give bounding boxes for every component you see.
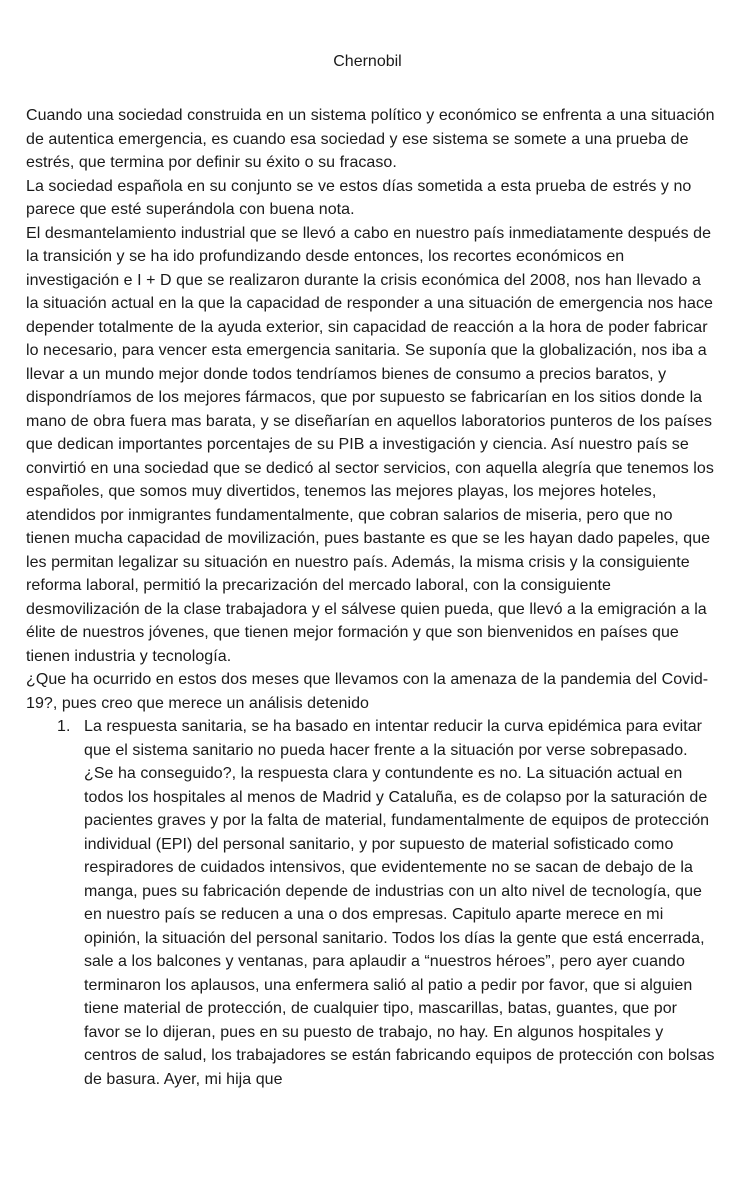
paragraph: ¿Que ha ocurrido en estos dos meses que llevamos con la amenaza de la pandemia del Covid-19?, pues creo que merece un análisis detenido	[26, 671, 709, 712]
list-item-text: La respuesta sanitaria, se ha basado en intentar reducir la curva epidémica para evitar que el sistema sanitario no pueda hacer frente a la situación por verse sobrepasado. ¿Se ha conseguido?, la respuesta clara y contundente es no. La situación actual en todos los hospitales al menos de Madrid y Cataluña, es de colapso por la saturación de pacientes graves y por la falta de material, fundamentalmente de equipos de protección individual (EPI) del personal sanitario, y por supuesto de material sofisticado como respiradores de cuidados intensivos, que evidentemente no se sacan de debajo de la manga, pues su fabricación depende de industrias con un alto nivel de tecnología, que en nuestro país se reducen a una o dos empresas. Capitulo aparte merece en mi opinión, la situación del personal sanitario. Todos los días la gente que está encerrada, sale a los balcones y ventanas, para aplaudir a “nuestros héroes”, pero ayer cuando terminaron los aplausos, una enfermera salió al patio a pedir por favor, que si alguien tiene material de protección, de cualquier tipo, mascarillas, batas, guantes, que por favor se lo dijeran, pues en su puesto de trabajo, no hay. En algunos hospitales y centros de salud, los trabajadores se están fabricando equipos de protección con bolsas de basura. Ayer, mi hija que	[84, 718, 715, 1088]
list-item	[26, 715, 716, 1091]
paragraph: El desmantelamiento industrial que se llevó a cabo en nuestro país inmediatamente después de la transición y se ha ido profundizando desde entonces, los recortes económicos en investigación e I + D que se realizaron durante la crisis económica del 2008, nos han llevado a la situación actual en la que la capacidad de responder a una situación de emergencia nos hace depender totalmente de la ayuda exterior, sin capacidad de reacción a la hora de poder fabricar lo necesario, para vencer esta emergencia sanitaria. Se suponía que la globalización, nos iba a llevar a un mundo mejor donde todos tendríamos bienes de consumo a precios baratos, y dispondríamos de los mejores fármacos, que por supuesto se fabricarían en los sitios donde la mano de obra fuera mas barata, y se diseñarían en aquellos laboratorios punteros de los países que dedican importantes porcentajes de su PIB a investigación y ciencia. Así nuestro país se convirtió en una sociedad que se dedicó al sector servicios, con aquella alegría que tenemos los españoles, que somos muy divertidos, tenemos las mejores playas, los mejores hoteles, atendidos por inmigrantes fundamentalmente, que cobran salarios de miseria, pero que no tienen mucha capacidad de movilización, pues bastante es que se les hayan dado papeles, que les permitan legalizar su situación en nuestro país. Además, la misma crisis y la consiguiente reforma laboral, permitió la precarización del mercado laboral, con la consiguiente desmovilización de la clase trabajadora y el sálvese quien pueda, que llevó a la emigración a la élite de nuestros jóvenes, que tienen mejor formación y que son bienvenidos en países que tienen industria y tecnología.	[26, 224, 714, 665]
paragraph: Cuando una sociedad construida en un sistema político y económico se enfrenta a una situación de autentica emergencia, es cuando esa sociedad y ese sistema se somete a una prueba de estrés, que termina por definir su éxito o su fracaso.	[26, 107, 715, 171]
paragraph: La sociedad española en su conjunto se ve estos días sometida a esta prueba de estrés y no parece que esté superándola con buena nota.	[26, 177, 692, 218]
document-title: Chernobil	[333, 53, 402, 70]
document-body	[26, 104, 716, 1091]
numbered-list	[26, 715, 716, 1091]
list-item-number: 1.	[57, 718, 71, 735]
